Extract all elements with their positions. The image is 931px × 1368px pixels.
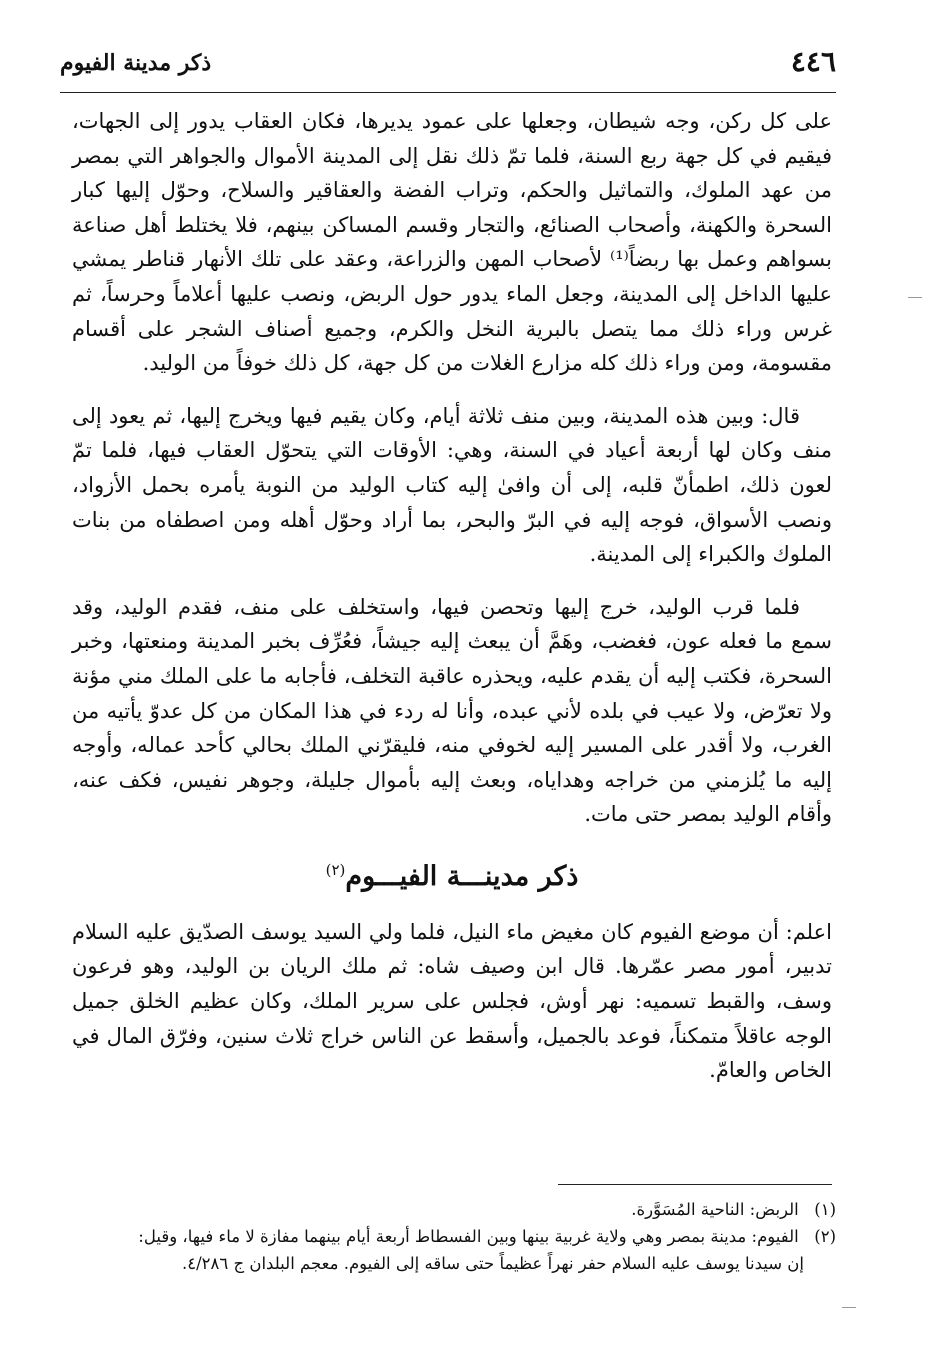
footnotes bbox=[60, 1196, 836, 1277]
paragraph: على كل ركن، وجه شيطان، وجعلها على عمود يديرها، فكان العقاب يدور إلى الجهات، فيقيم في كل جهة ربع السنة، فلما تمّ ذلك نقل إلى المدينة الأموال والجواهر التي بمصر من عهد الملوك، والتماثيل والحكم، وتراب الفضة والعقاقير والسلاح، وحوّل إليها كبار السحرة والكهنة، وأصحاب الصنائع، والتجار وقسم المساكن بينهم، فلا يختلط أهل صناعة بسواهم وعمل بها ربضاً⁽¹⁾ لأصحاب المهن والزراعة، وعقد على تلك الأنهار قناطر يمشي عليها الداخل إلى المدينة، وجعل الماء يدور حول الربض، ونصب عليها أعلاماً وحرساً، ثم غرس وراء ذلك مما يتصل بالبرية النخل والكرم، وجميع أصناف الشجر على أقسام مقسومة، ومن وراء ذلك كله مزارع الغلات من كل جهة، كل ذلك خوفاً من الوليد. bbox=[72, 109, 832, 376]
footnote bbox=[60, 1196, 836, 1223]
paragraph: قال: وبين هذه المدينة، وبين منف ثلاثة أيام، وكان يقيم فيها ويخرج إليها، ثم يعود إلى منف وكان لها أربعة أعياد في السنة، وهي: الأوقات التي يتحوّل العقاب فيها، فلما تمّ لعون ذلك، اطمأنّ قلبه، إلى أن وافىٰ إليه كتاب الوليد من النوبة يأمره بحمل الأزواد، ونصب الأسواق، فوجه إليه في البرّ والبحر، بما أراد وحوّل أهله ومن اصطفاه من بنات الملوك والكبراء إلى المدينة. bbox=[72, 403, 832, 567]
footnote bbox=[60, 1223, 836, 1250]
running-head: ذكر مدينة الفيوم bbox=[60, 50, 212, 76]
footnote-divider bbox=[558, 1184, 832, 1185]
section-heading-text: ذكر مدينـــة الفيـــوم bbox=[345, 860, 579, 892]
scan-mark bbox=[908, 297, 922, 298]
main-text bbox=[72, 104, 832, 1088]
header-divider bbox=[60, 92, 836, 93]
section-heading bbox=[72, 848, 832, 899]
paragraph: فلما قرب الوليد، خرج إليها وتحصن فيها، واستخلف على منف، فقدم الوليد، وقد سمع ما فعله عون، فغضب، وهَمَّ أن يبعث إليه جيشاً، فعُرِّف بخبر المدينة ومنعتها، وخبر السحرة، فكتب إليه أن يقدم عليه، ويحذره عاقبة التخلف، فأجابه ما على الملك مني مؤنة ولا تعرّض، ولا عيب في بلده لأني عبده، وأنا له ردء في هذا المكان من كل عدوّ يأتيه من الغرب، ولا أقدر على المسير إليه لخوفي منه، فليقرّني الملك بحالي كأحد عماله، وأوجه إليه ما يُلزمني من خراجه وهداياه، وبعث إليه بأموال جليلة، وجوهر نفيس، فكف عنه، وأقام الوليد بمصر حتى مات. bbox=[72, 594, 832, 827]
paragraph: اعلم: أن موضع الفيوم كان مغيض ماء النيل، فلما ولي السيد يوسف الصدّيق عليه السلام تدبير، أمور مصر عمّرها. قال ابن وصيف شاه: ثم ملك الريان بن الوليد، وهو فرعون وسف، والقبط تسميه: نهر أوش، فجلس على سرير الملك، وكان عظيم الخلق جميل الوجه عاقلاً متمكناً، فوعد بالجميل، وأسقط عن الناس خراج ثلاث سنين، وفرّق المال في الخاص والعامّ. bbox=[72, 919, 832, 1083]
footnote-continuation: إن سيدنا يوسف عليه السلام حفر نهراً عظيماً حتى ساقه إلى الفيوم. معجم البلدان ج ٤/٢٨٦. bbox=[181, 1254, 804, 1273]
footnote-text: الربض: الناحية المُسَوَّرة. bbox=[631, 1200, 799, 1219]
footnote-number: (١) bbox=[814, 1200, 836, 1219]
page-header bbox=[60, 44, 836, 90]
page-number: ٤٤٦ bbox=[790, 45, 836, 78]
footnote-reference: (٢) bbox=[325, 860, 346, 879]
footnote-number: (٢) bbox=[814, 1227, 836, 1246]
scan-mark bbox=[842, 1307, 856, 1308]
footnote-text: الفيوم: مدينة بمصر وهي ولاية غربية بينها وبين الفسطاط أربعة أيام بينهما مفازة لا ماء فيها، وقيل: bbox=[138, 1227, 799, 1246]
